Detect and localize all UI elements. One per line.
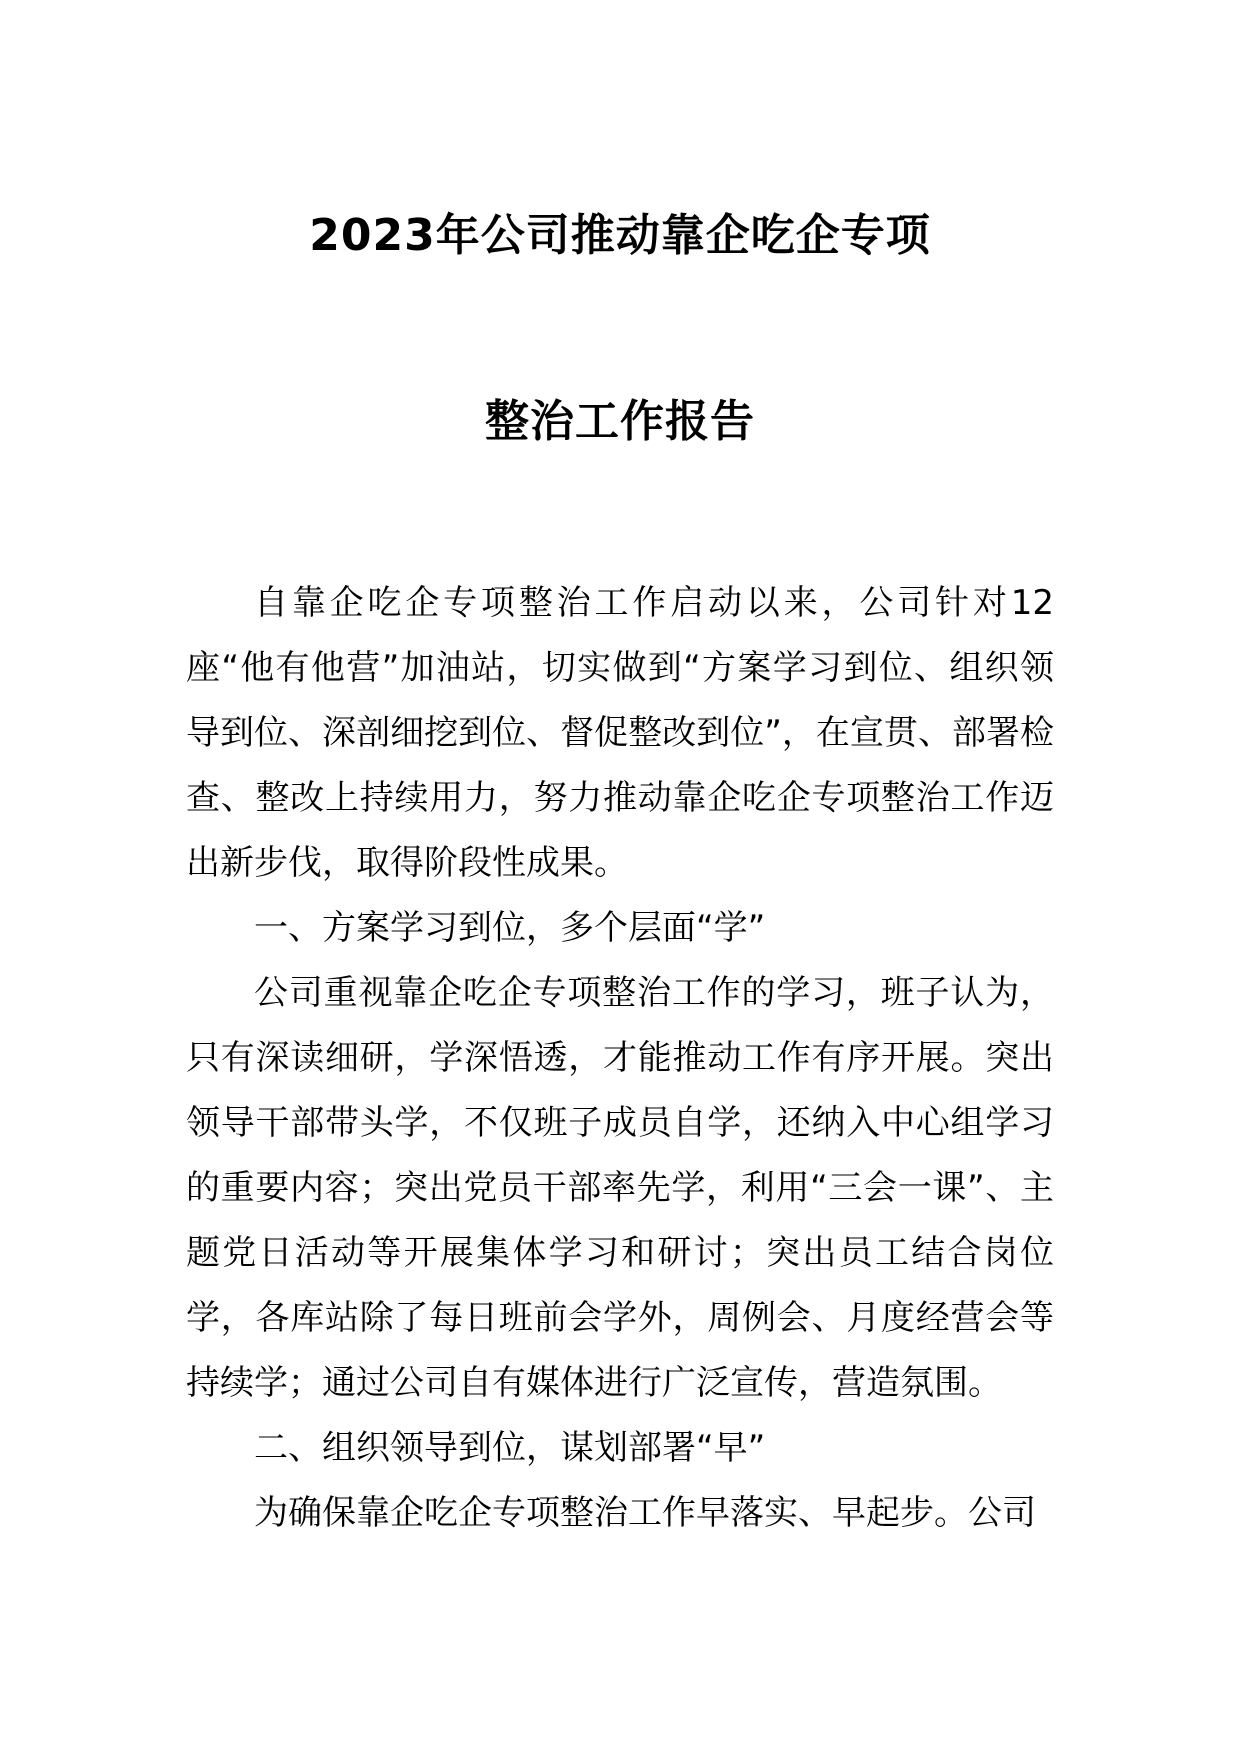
section-2-paragraph: 为确保靠企吃企专项整治工作早落实、早起步。公司 (254, 1493, 1036, 1533)
section-heading-2: 二、组织领导到位，谋划部署“早” (254, 1428, 766, 1468)
intro-paragraph: 自靠企吃企专项整治工作启动以来，公司针对12座“他有他营”加油站，切实做到“方案学习到位、组织领导到位、深剖细挖到位、督促整改到位”，在宣贯、部署检查、整改上持续用力，努力推动靠企吃企专项整治工作迈出新步伐，取得阶段性成果。 (186, 583, 1054, 883)
document-title-line-1: 2023年公司推动靠企吃企专项 (309, 210, 931, 261)
document-body (186, 571, 1054, 1546)
section-1-paragraph: 公司重视靠企吃企专项整治工作的学习，班子认为，只有深读细研，学深悟透，才能推动工作有序开展。突出领导干部带头学，不仅班子成员自学，还纳入中心组学习的重要内容；突出党员干部率先学，利用“三会一课”、主题党日活动等开展集体学习和研讨；突出员工结合岗位学，各库站除了每日班前会学外，周例会、月度经营会等持续学；通过公司自有媒体进行广泛宣传，营造氛围。 (186, 973, 1054, 1403)
document-title-line-2: 整治工作报告 (485, 396, 755, 447)
section-heading-1: 一、方案学习到位，多个层面“学” (254, 908, 766, 948)
